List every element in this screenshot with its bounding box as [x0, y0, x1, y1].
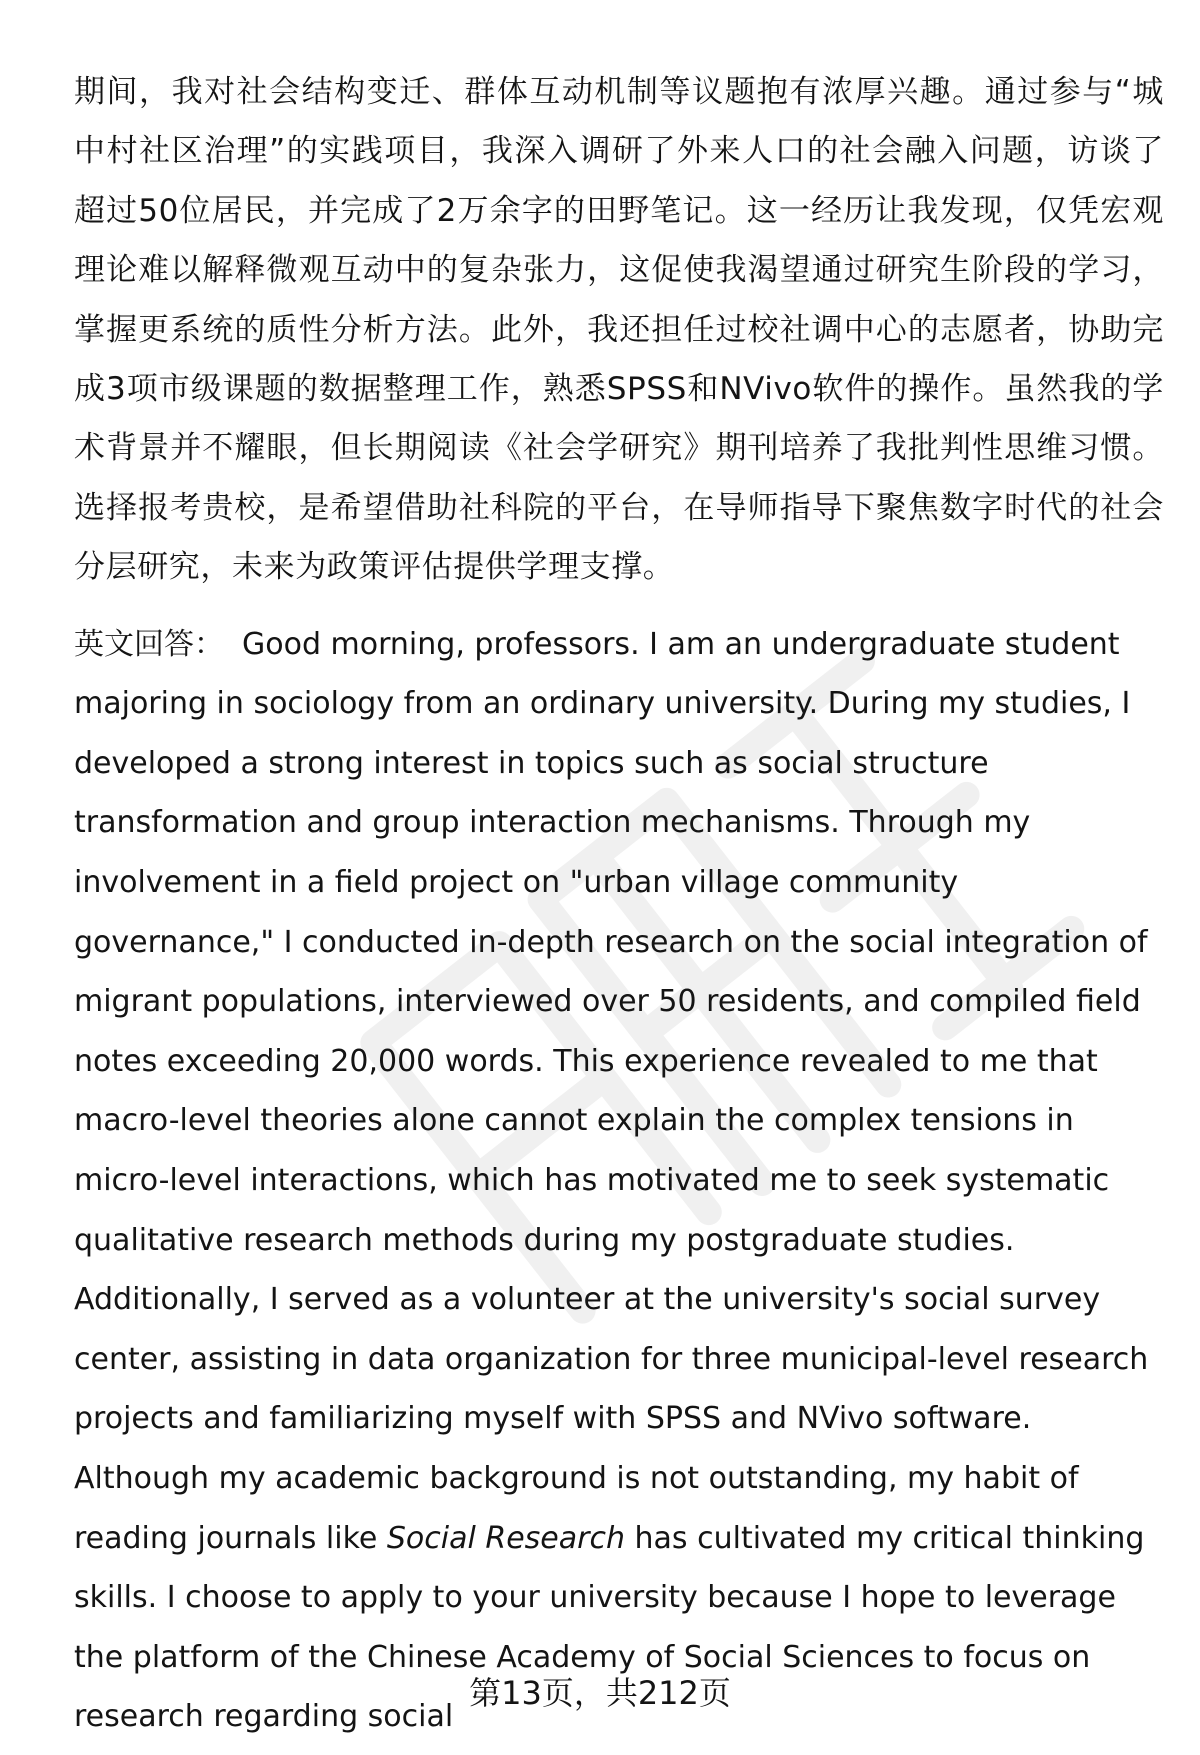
english-answer-text: Good morning, professors. I am an undergraduate student majoring in sociology from an ordinary university. During my studies, I developed a strong interest in topics such as social structure transformation and group interaction mechanisms. Through my involvement in a field project on "urban village community governance," I conducted in-depth research on the social integration of migrant populations, interviewed over 50 residents, and compiled field notes exceeding 20,000 words. This experience revealed to me that macro-level theories alone cannot explain the complex tensions in micro-level interactions, which has motivated me to seek systematic qualitative research methods during my postgraduate studies. Additionally, I served as a volunteer at the university's social survey center, assisting in data organization for three municipal-level research projects and familiarizing myself with SPSS and NVivo software. Although my academic background is not outstanding, my habit of reading journals like — [74, 626, 1149, 1556]
chinese-answer-paragraph: 期间，我对社会结构变迁、群体互动机制等议题抱有浓厚兴趣。通过参与“城中村社区治理”的实践项目，我深入调研了外来人口的社会融入问题，访谈了超过50位居民，并完成了2万余字的田野笔记。这一经历让我发现，仅凭宏观理论难以解释微观互动中的复杂张力，这促使我渴望通过研究生阶段的学习，掌握更系统的质性分析方法。此外，我还担任过校社调中心的志愿者，协助完成3项市级课题的数据整理工作，熟悉SPSS和NVivo软件的操作。虽然我的学术背景并不耀眼，但长期阅读《社会学研究》期刊培养了我批判性思维习惯。选择报考贵校，是希望借助社科院的平台，在导师指导下聚焦数字时代的社会分层研究，未来为政策评估提供学理支撑。 — [74, 74, 1164, 586]
page-number-footer: 第13页，共212页 — [469, 1674, 731, 1712]
journal-title: Social Research — [386, 1520, 625, 1556]
english-answer-paragraph — [74, 615, 1164, 1747]
english-answer-text-continued: has cultivated my critical thinking skills. I choose to apply to your university because I hope to leverage the platform of the Chinese Academy of Social Sciences to focus on research regarding social — [74, 1520, 1145, 1735]
english-answer-label: 英文回答： — [74, 626, 224, 662]
document-body — [74, 63, 1164, 1747]
